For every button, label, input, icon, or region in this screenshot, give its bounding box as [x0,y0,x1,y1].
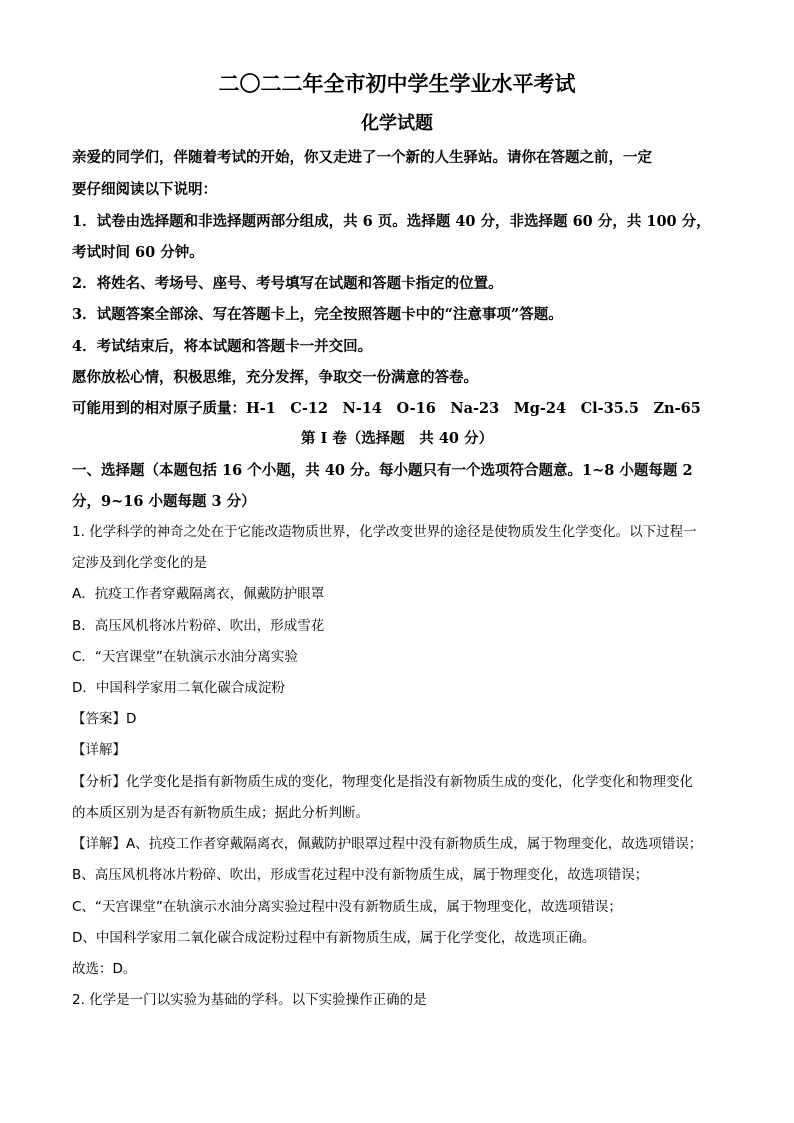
intro-line-2: 要仔细阅读以下说明： [72,181,217,198]
q1-detail-c: C、“天宫课堂”在轨演示水油分离实验过程中没有新物质生成，属于物理变化，故选项错误； [72,899,622,915]
intro-line-1: 亲爱的同学们，伴随着考试的开始，你又走进了一个新的人生驿站。请你在答题之前，一定 [72,149,652,166]
q1-detail-d: D、中国科学家用二氧化碳合成淀粉过程中有新物质生成，属于化学变化，故选项正确。 [72,930,596,946]
exam-title: 二〇二二年全市初中学生学业水平考试 [218,71,576,96]
atomic-masses: 可能用到的相对原子质量：H-1 C-12 N-14 O-16 Na-23 Mg-24 Cl-35.5 Zn-65 [72,400,701,417]
q2-stem: 2. 化学是一门以实验为基础的学科。以下实验操作正确的是 [72,992,427,1008]
q1-detail-a: 【详解】A、抗疫工作者穿戴隔离衣，佩戴防护眼罩过程中没有新物质生成，属于物理变化，故选项错误； [72,836,703,852]
part-title-line-1: 一、选择题（本题包括 16 个小题，共 40 分。每小题只有一个选项符合题意。1~8 小题每题 2 [72,462,693,479]
exam-subtitle: 化学试题 [361,113,433,134]
q1-detail-heading: 【详解】 [72,742,126,758]
q1-option-c: C．“天宫课堂”在轨演示水油分离实验 [72,649,298,665]
q1-option-b: B．高压风机将冰片粉碎、吹出，形成雪花 [72,618,325,634]
q1-analysis-line-1: 【分析】化学变化是指有新物质生成的变化，物理变化是指没有新物质生成的变化，化学变化和物理变化 [72,774,693,790]
instruction-item-3: 3．试题答案全部涂、写在答题卡上，完全按照答题卡中的“注意事项”答题。 [72,306,563,323]
q1-analysis-line-2: 的本质区别为是否有新物质生成；据此分析判断。 [72,805,369,821]
q1-option-d: D．中国科学家用二氧化碳合成淀粉 [72,680,285,696]
instruction-item-1-line-1: 1．试卷由选择题和非选择题两部分组成，共 6 页。选择题 40 分，非选择题 60 分，共 100 分， [72,213,711,230]
volume-title: 第 I 卷（选择题 共 40 分） [300,430,494,447]
instruction-item-1-line-2: 考试时间 60 分钟。 [72,244,204,261]
wish-line: 愿你放松心情，积极思维，充分发挥，争取交一份满意的答卷。 [72,369,478,386]
part-title-line-2: 分，9~16 小题每题 3 分） [72,493,256,510]
q1-conclusion: 故选：D。 [72,961,137,977]
instruction-item-2: 2．将姓名、考场号、座号、考号填写在试题和答题卡指定的位置。 [72,275,503,292]
q1-detail-b: B、高压风机将冰片粉碎、吹出，形成雪花过程中没有新物质生成，属于物理变化，故选项错误； [72,867,649,883]
q1-option-a: A．抗疫工作者穿戴隔离衣，佩戴防护眼罩 [72,586,325,602]
q1-stem-line-2: 定涉及到化学变化的是 [72,555,207,571]
q1-answer: 【答案】D [72,711,137,727]
instruction-item-4: 4．考试结束后，将本试题和答题卡一并交回。 [72,338,373,355]
q1-stem-line-1: 1. 化学科学的神奇之处在于它能改造物质世界，化学改变世界的途径是使物质发生化学变化。以下过程一 [72,524,697,540]
